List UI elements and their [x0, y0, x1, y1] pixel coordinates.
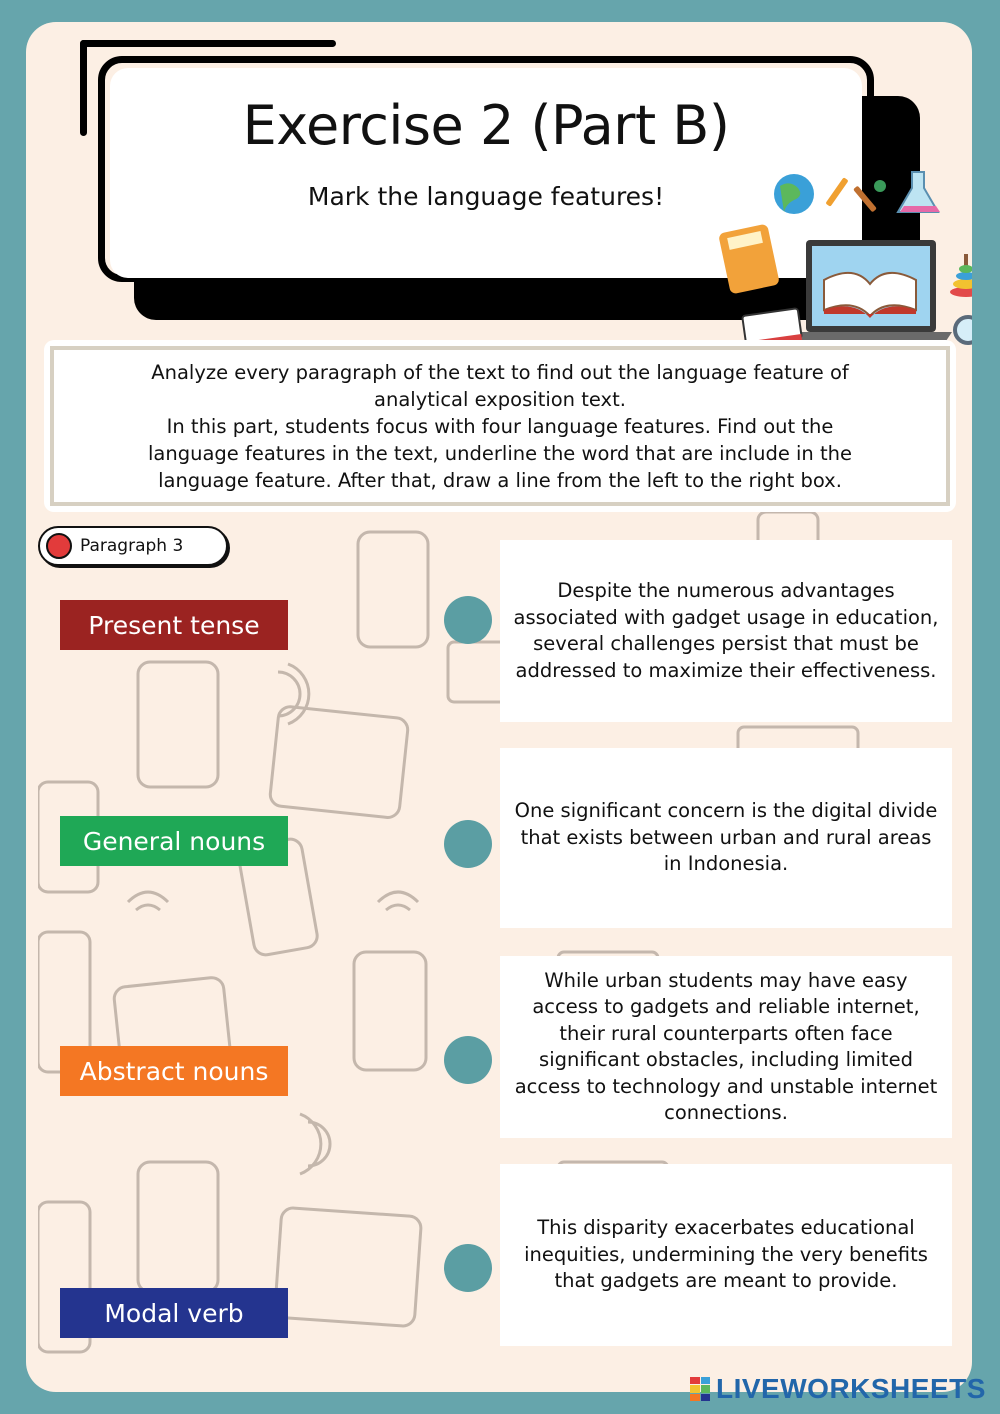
sentence-card[interactable] — [500, 1164, 952, 1346]
sentence-text: Despite the numerous advantages associated with gadget usage in education, several challenges persist that must be addressed to maximize their effectiveness. — [513, 579, 939, 682]
paragraph-badge-dot — [46, 533, 72, 559]
connector-dot[interactable] — [444, 1036, 492, 1084]
stacking-rings-icon — [950, 254, 972, 297]
paragraph-badge-label: Paragraph 3 — [80, 536, 184, 556]
sentence-card[interactable] — [500, 748, 952, 928]
feature-label-abstract-nouns[interactable] — [60, 1046, 288, 1096]
feature-label-present-tense[interactable] — [60, 600, 288, 650]
feature-label-text: Present tense — [88, 610, 260, 640]
feature-label-text: General nouns — [82, 826, 266, 856]
school-supplies-illustration — [716, 170, 972, 360]
instructions-line: analytical exposition text. — [374, 387, 626, 411]
feature-label-general-nouns[interactable] — [60, 816, 288, 866]
wifi-doodle — [278, 664, 309, 724]
liveworksheets-logo-icon — [690, 1377, 710, 1401]
sentence-card[interactable] — [500, 540, 952, 722]
instructions-line: language feature. After that, draw a line from the left to the right box. — [158, 468, 842, 492]
phone-doodle — [138, 1162, 218, 1292]
wifi-doodle — [128, 892, 168, 910]
feature-label-text: Modal verb — [104, 1298, 244, 1328]
title-accent-line — [80, 40, 336, 47]
worksheet-page — [26, 22, 972, 1392]
paintbrush-icon — [853, 180, 886, 212]
wifi-doodle — [378, 892, 418, 910]
phone-doodle — [138, 662, 218, 787]
instructions-line: language features in the text, underline the word that are include in the — [148, 441, 852, 465]
brand-name: LIVEWORKSHEETS — [716, 1373, 986, 1404]
phone-doodle — [354, 952, 426, 1070]
flask-icon — [898, 172, 940, 212]
instructions-box — [44, 340, 956, 512]
feature-label-text: Abstract nouns — [79, 1056, 269, 1086]
wifi-doodle — [300, 1114, 330, 1174]
phone-doodle — [358, 532, 428, 647]
paragraph-badge — [38, 526, 228, 566]
sentence-card[interactable] — [500, 956, 952, 1138]
connector-dot[interactable] — [444, 596, 492, 644]
calculator-icon — [718, 223, 780, 294]
tablet-doodle — [274, 1207, 421, 1326]
instructions-line: Analyze every paragraph of the text to find out the language feature of — [151, 360, 849, 384]
feature-label-modal-verb[interactable] — [60, 1288, 288, 1338]
sentence-text: This disparity exacerbates educational inequities, undermining the very benefits that gadgets are meant to provide. — [524, 1216, 928, 1293]
globe-icon — [774, 174, 814, 214]
liveworksheets-brand[interactable] — [690, 1374, 986, 1404]
connector-dot[interactable] — [444, 820, 492, 868]
title-accent-line-vertical — [80, 40, 87, 136]
instructions-text — [50, 346, 950, 506]
sentence-text: One significant concern is the digital divide that exists between urban and rural areas in Indonesia. — [514, 799, 938, 876]
page-title: Exercise 2 (Part B) — [242, 94, 730, 157]
sentence-text: While urban students may have easy access to gadgets and reliable internet, their rural counterparts often face significant obstacles, including limited access to technology and unstable internet connections. — [514, 968, 938, 1124]
pencil-icon — [825, 177, 848, 207]
instructions-line: In this part, students focus with four language features. Find out the — [166, 414, 834, 438]
page-subtitle: Mark the language features! — [307, 182, 665, 211]
connector-dot[interactable] — [444, 1244, 492, 1292]
